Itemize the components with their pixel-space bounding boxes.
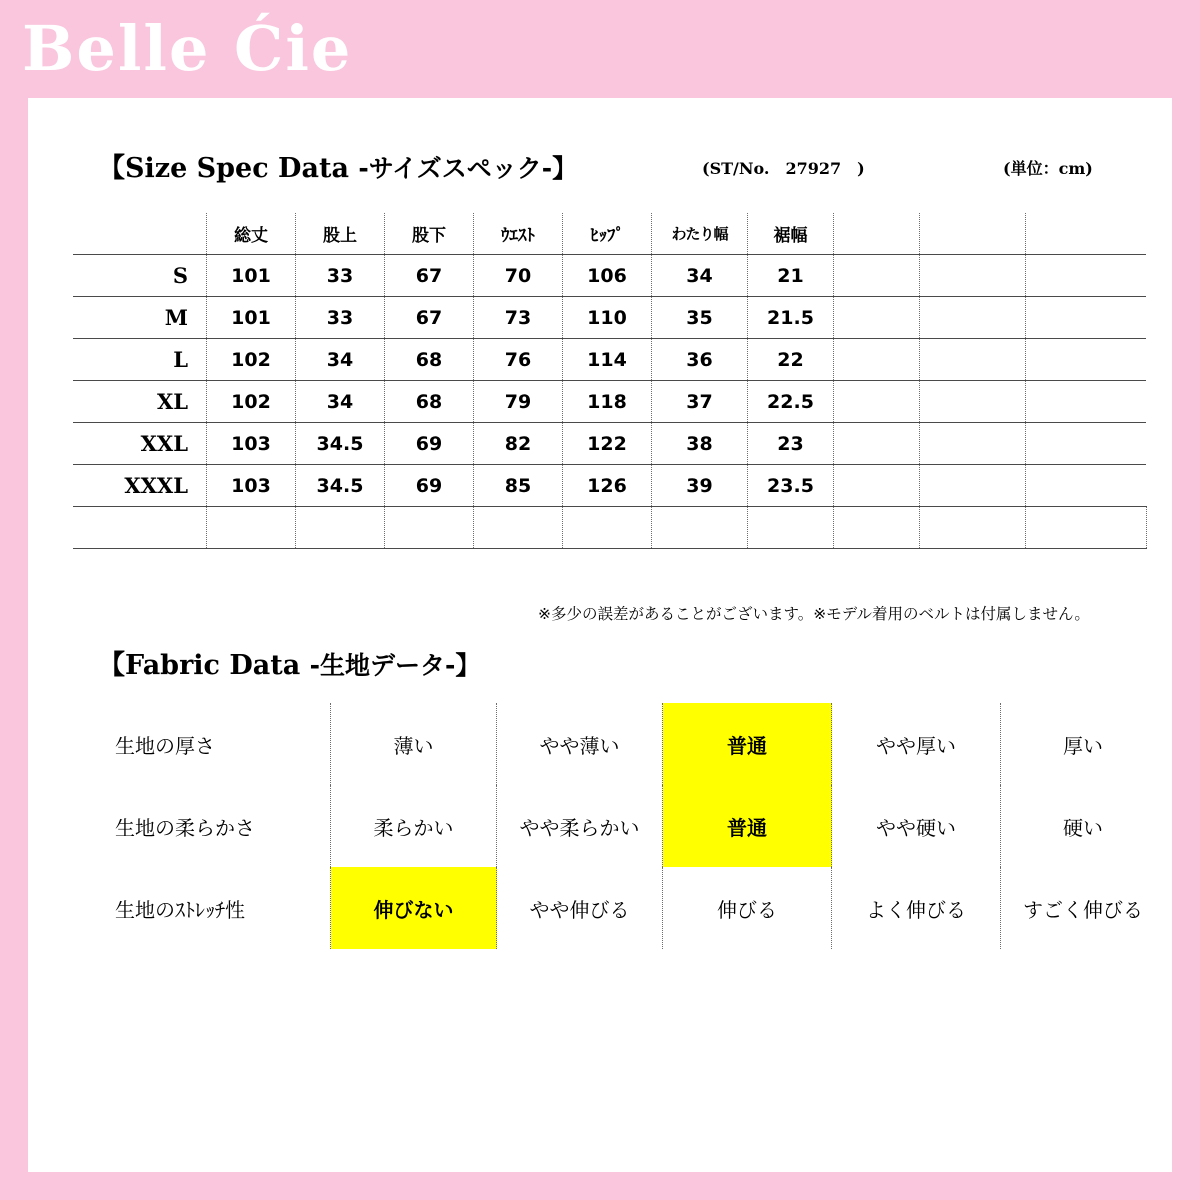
fabric-row-softness <box>73 785 1165 867</box>
cell-waist: 70 <box>474 255 563 297</box>
cell-waist: 82 <box>474 423 563 465</box>
cell-thigh-width: 36 <box>652 339 748 381</box>
row-size-label: XL <box>73 381 207 423</box>
cell-thigh-width: 37 <box>652 381 748 423</box>
size-spec-title-en: 【Size Spec Data <box>98 153 359 184</box>
cell-total-length: 102 <box>207 339 296 381</box>
cell-empty <box>920 339 1026 381</box>
cell-thigh-width: 38 <box>652 423 748 465</box>
cell-thigh-width: 35 <box>652 297 748 339</box>
fabric-row-label: 生地の厚さ <box>73 703 331 785</box>
cell-total-length: 103 <box>207 423 296 465</box>
cell-hip: 126 <box>563 465 652 507</box>
col-header-hip: ﾋｯﾌﾟ <box>563 213 652 255</box>
cell-empty <box>1026 297 1147 339</box>
cell-waist: 76 <box>474 339 563 381</box>
table-row <box>73 297 1146 339</box>
unit-label: (単位：cm) <box>1003 159 1093 178</box>
cell-hip: 122 <box>563 423 652 465</box>
fabric-option-thin: 薄い <box>331 703 497 785</box>
row-size-label: L <box>73 339 207 381</box>
cell-waist: 73 <box>474 297 563 339</box>
cell-total-length: 101 <box>207 297 296 339</box>
cell-inseam: 68 <box>385 381 474 423</box>
fabric-row-label: 生地のｽﾄﾚｯﾁ性 <box>73 867 331 949</box>
col-header-thigh-width: わたり幅 <box>652 213 748 255</box>
fabric-option-somewhat-hard: やや硬い <box>832 785 1001 867</box>
col-header-empty-1 <box>834 213 920 255</box>
table-header-row <box>73 213 1146 255</box>
fabric-row-thickness <box>73 703 1165 785</box>
cell-rise: 33 <box>296 297 385 339</box>
cell-empty <box>73 507 207 549</box>
cell-empty <box>563 507 652 549</box>
cell-hip: 106 <box>563 255 652 297</box>
cell-thigh-width: 39 <box>652 465 748 507</box>
cell-hem-width: 23 <box>748 423 834 465</box>
col-header-empty-3 <box>1026 213 1147 255</box>
size-spec-title-jp: -サイズスペック-】 <box>358 154 578 183</box>
cell-empty <box>834 381 920 423</box>
table-row <box>73 423 1146 465</box>
style-number: (ST/No. 27927 ) <box>702 159 865 178</box>
cell-waist: 79 <box>474 381 563 423</box>
col-header-hem-width: 裾幅 <box>748 213 834 255</box>
cell-empty <box>1026 507 1147 549</box>
fabric-data-title <box>98 643 480 682</box>
cell-empty <box>834 423 920 465</box>
cell-inseam: 67 <box>385 255 474 297</box>
cell-empty <box>1026 339 1147 381</box>
cell-hip: 118 <box>563 381 652 423</box>
table-row-blank <box>73 507 1146 549</box>
cell-inseam: 69 <box>385 465 474 507</box>
cell-empty <box>834 255 920 297</box>
cell-hem-width: 21.5 <box>748 297 834 339</box>
cell-inseam: 69 <box>385 423 474 465</box>
cell-rise: 34.5 <box>296 423 385 465</box>
row-size-label: S <box>73 255 207 297</box>
fabric-row-stretch <box>73 867 1165 949</box>
fabric-option-stretch: 伸びる <box>663 867 832 949</box>
col-header-total-length: 総丈 <box>207 213 296 255</box>
row-size-label: XXXL <box>73 465 207 507</box>
cell-total-length: 101 <box>207 255 296 297</box>
cell-hem-width: 23.5 <box>748 465 834 507</box>
table-row <box>73 465 1146 507</box>
cell-inseam: 68 <box>385 339 474 381</box>
cell-empty <box>834 297 920 339</box>
cell-empty <box>834 465 920 507</box>
cell-empty <box>834 507 920 549</box>
cell-empty <box>748 507 834 549</box>
cell-rise: 34 <box>296 381 385 423</box>
fabric-option-thick: 厚い <box>1063 733 1103 758</box>
cell-empty <box>920 507 1026 549</box>
fabric-option-normal: 普通 <box>663 785 832 867</box>
fabric-option-hard: 硬い <box>1063 815 1103 840</box>
cell-empty <box>1026 465 1147 507</box>
cell-empty <box>474 507 563 549</box>
cell-thigh-width: 34 <box>652 255 748 297</box>
row-size-label: M <box>73 297 207 339</box>
cell-empty <box>1026 423 1147 465</box>
cell-hem-width: 22.5 <box>748 381 834 423</box>
col-header-size <box>73 213 207 255</box>
cell-hip: 110 <box>563 297 652 339</box>
row-size-label: XXL <box>73 423 207 465</box>
cell-empty <box>1026 381 1147 423</box>
fabric-option-somewhat-soft: やや柔らかい <box>497 785 663 867</box>
cell-empty <box>652 507 748 549</box>
cell-empty <box>920 423 1026 465</box>
disclaimer-note: ※多少の誤差があることがございます。※モデル着用のベルトは付属しません。 <box>538 605 1090 623</box>
cell-rise: 34.5 <box>296 465 385 507</box>
cell-hip: 114 <box>563 339 652 381</box>
cell-empty <box>1026 255 1147 297</box>
cell-empty <box>920 297 1026 339</box>
fabric-data-table <box>73 703 1165 949</box>
fabric-option-somewhat-thin: やや薄い <box>497 703 663 785</box>
fabric-title-en: 【Fabric Data <box>98 650 310 681</box>
fabric-option-somewhat-thick: やや厚い <box>832 703 1001 785</box>
cell-empty <box>920 381 1026 423</box>
table-row <box>73 255 1146 297</box>
fabric-option-no-stretch: 伸びない <box>331 867 497 949</box>
fabric-row-label: 生地の柔らかさ <box>73 785 331 867</box>
fabric-title-jp: -生地データ-】 <box>309 651 481 680</box>
fabric-option-good-stretch: よく伸びる <box>832 867 1001 949</box>
table-row <box>73 339 1146 381</box>
cell-waist: 85 <box>474 465 563 507</box>
table-row <box>73 381 1146 423</box>
cell-total-length: 102 <box>207 381 296 423</box>
cell-empty <box>920 465 1026 507</box>
cell-empty <box>834 339 920 381</box>
cell-total-length: 103 <box>207 465 296 507</box>
cell-empty <box>296 507 385 549</box>
cell-inseam: 67 <box>385 297 474 339</box>
fabric-option-normal: 普通 <box>663 703 832 785</box>
cell-rise: 33 <box>296 255 385 297</box>
col-header-rise: 股上 <box>296 213 385 255</box>
fabric-option-soft: 柔らかい <box>331 785 497 867</box>
col-header-empty-2 <box>920 213 1026 255</box>
cell-hem-width: 22 <box>748 339 834 381</box>
cell-hem-width: 21 <box>748 255 834 297</box>
brand-logo: Belle Ćie <box>22 12 353 85</box>
cell-empty <box>385 507 474 549</box>
size-spec-title <box>98 146 577 185</box>
size-spec-table <box>73 213 1147 549</box>
size-spec-header <box>98 146 1108 186</box>
document-sheet <box>28 98 1172 1172</box>
cell-rise: 34 <box>296 339 385 381</box>
col-header-inseam: 股下 <box>385 213 474 255</box>
cell-empty <box>207 507 296 549</box>
col-header-waist: ｳｴｽﾄ <box>474 213 563 255</box>
cell-empty <box>920 255 1026 297</box>
fabric-option-slight-stretch: やや伸びる <box>497 867 663 949</box>
fabric-option-very-stretch: すごく伸びる <box>1023 897 1143 922</box>
